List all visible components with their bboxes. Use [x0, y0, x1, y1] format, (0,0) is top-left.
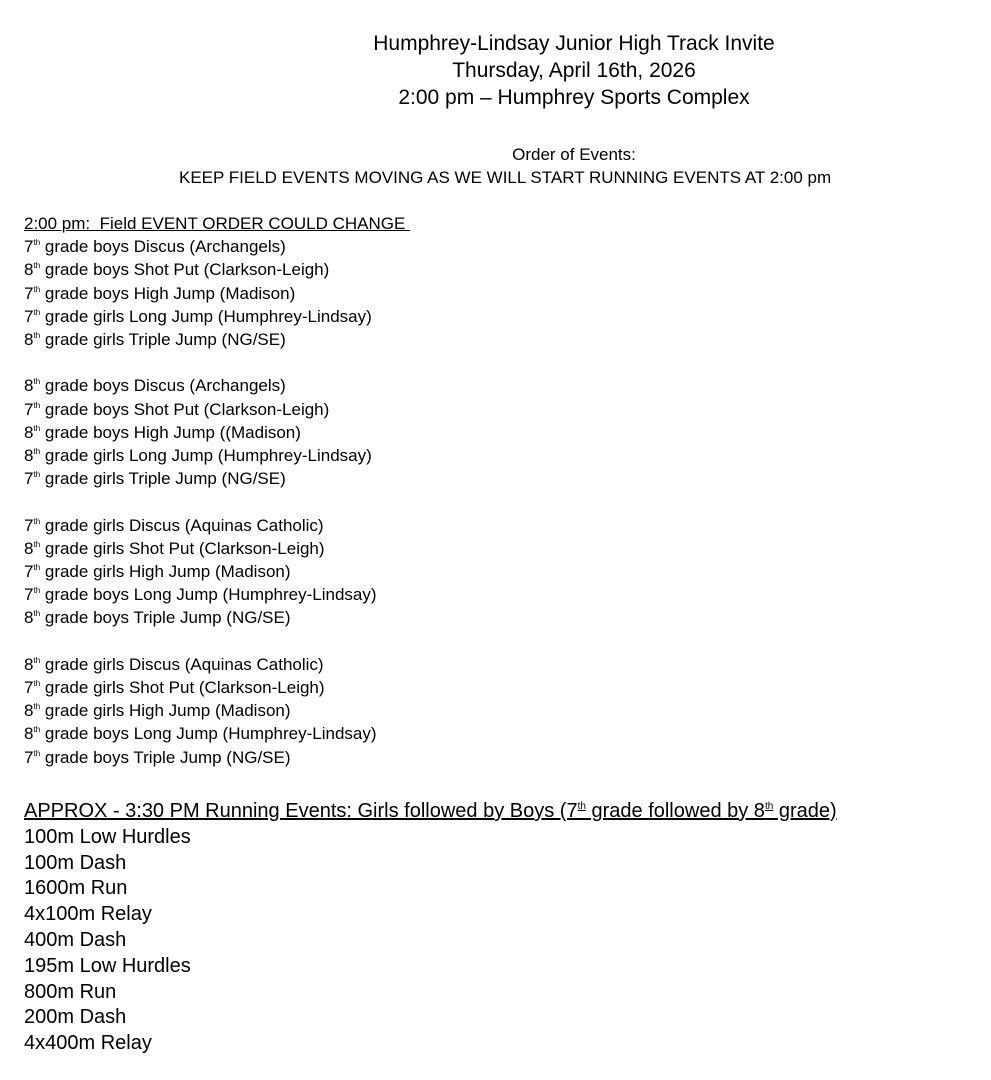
event-description: grade girls Discus (Aquinas Catholic) — [40, 515, 324, 535]
field-event-item — [24, 467, 410, 490]
grade-ordinal: th — [33, 400, 41, 410]
event-description: grade boys Triple Jump (NG/SE) — [40, 608, 291, 628]
document-header — [0, 30, 991, 111]
grade-ordinal: th — [33, 539, 41, 549]
field-event-item — [24, 653, 410, 676]
field-event-item — [24, 676, 410, 699]
running-event-item: 100m Low Hurdles — [24, 825, 191, 848]
event-description: grade boys Discus (Archangels) — [40, 376, 286, 396]
meet-time-location: 2:00 pm – Humphrey Sports Complex — [398, 86, 750, 109]
event-description: grade boys Shot Put (Clarkson-Leigh) — [40, 399, 330, 419]
grade-ordinal: th — [33, 655, 41, 665]
event-description: grade boys Long Jump (Humphrey-Lindsay) — [40, 585, 377, 605]
grade-ordinal: th — [33, 516, 41, 526]
event-description: grade girls Shot Put (Clarkson-Leigh) — [40, 538, 325, 558]
running-events-heading — [24, 799, 837, 825]
field-event-item — [24, 258, 410, 281]
meet-date: Thursday, April 16th, 2026 — [452, 59, 696, 82]
grade-ordinal: th — [33, 586, 41, 596]
running-events-section — [24, 799, 837, 1057]
field-event-item — [24, 398, 410, 421]
field-event-item — [24, 722, 410, 745]
grade-number: 8 — [24, 654, 34, 674]
grade-number: 8 — [24, 376, 34, 396]
event-description: grade boys High Jump ((Madison) — [40, 422, 301, 442]
grade-number: 7 — [24, 237, 34, 257]
grade-ordinal: th — [33, 702, 41, 712]
grade-ordinal: th — [33, 679, 41, 689]
running-heading-part3: grade) — [773, 800, 837, 822]
grade-number: 8 — [24, 260, 34, 280]
field-event-item — [24, 305, 410, 328]
event-description: grade boys Triple Jump (NG/SE) — [40, 747, 291, 767]
grade-number: 7 — [24, 399, 34, 419]
field-event-item — [24, 328, 410, 351]
field-event-block — [24, 235, 410, 351]
grade-ordinal: th — [33, 423, 41, 433]
field-event-item — [24, 606, 410, 629]
event-description: grade boys Discus (Archangels) — [40, 237, 286, 257]
running-events-list — [24, 825, 837, 1057]
grade-number: 7 — [24, 469, 34, 489]
running-heading-ordinal-2: th — [764, 801, 774, 812]
event-description: grade boys Shot Put (Clarkson-Leigh) — [40, 260, 330, 280]
running-event-item: 400m Dash — [24, 928, 127, 951]
grade-ordinal: th — [33, 725, 41, 735]
grade-number: 7 — [24, 562, 34, 582]
event-description: grade girls Discus (Aquinas Catholic) — [40, 654, 324, 674]
grade-number: 8 — [24, 422, 34, 442]
running-heading-part1: APPROX - 3:30 PM Running Events: Girls followed by Boys (7 — [24, 800, 578, 822]
grade-number: 8 — [24, 446, 34, 466]
event-description: grade girls Shot Put (Clarkson-Leigh) — [40, 678, 325, 698]
grade-ordinal: th — [33, 609, 41, 619]
field-event-item — [24, 699, 410, 722]
running-event-item: 195m Low Hurdles — [24, 954, 191, 977]
running-event-item: 4x100m Relay — [24, 903, 152, 926]
meet-title: Humphrey-Lindsay Junior High Track Invite — [373, 32, 775, 55]
grade-ordinal: th — [33, 470, 41, 480]
grade-ordinal: th — [33, 238, 41, 248]
grade-number: 8 — [24, 330, 34, 350]
field-event-item — [24, 421, 410, 444]
grade-number: 7 — [24, 283, 34, 303]
grade-ordinal: th — [33, 307, 41, 317]
grade-number: 8 — [24, 701, 34, 721]
grade-number: 8 — [24, 538, 34, 558]
field-event-item — [24, 746, 410, 769]
field-events-heading: 2:00 pm: Field EVENT ORDER COULD CHANGE — [24, 214, 411, 233]
running-event-item: 4x400m Relay — [24, 1032, 152, 1055]
field-event-block — [24, 653, 410, 769]
event-description: grade girls Triple Jump (NG/SE) — [40, 469, 286, 489]
grade-ordinal: th — [33, 261, 41, 271]
running-heading-part2: grade followed by 8 — [585, 800, 765, 822]
event-description: grade girls High Jump (Madison) — [40, 562, 291, 582]
event-description: grade girls Long Jump (Humphrey-Lindsay) — [40, 446, 372, 466]
grade-number: 7 — [24, 306, 34, 326]
field-event-blocks — [24, 235, 410, 769]
field-event-item — [24, 235, 410, 258]
grade-ordinal: th — [33, 284, 41, 294]
field-event-item — [24, 374, 410, 397]
running-event-item: 1600m Run — [24, 877, 128, 900]
grade-number: 7 — [24, 678, 34, 698]
grade-ordinal: th — [33, 748, 41, 758]
field-event-item — [24, 583, 410, 606]
field-event-item — [24, 444, 410, 467]
field-event-item — [24, 537, 410, 560]
grade-ordinal: th — [33, 377, 41, 387]
grade-ordinal: th — [33, 331, 41, 341]
field-event-item — [24, 514, 410, 537]
event-description: grade girls High Jump (Madison) — [40, 701, 291, 721]
running-heading-ordinal-1: th — [577, 801, 586, 812]
order-of-events-label: Order of Events: — [512, 145, 636, 164]
grade-number: 7 — [24, 515, 34, 535]
field-event-block — [24, 374, 410, 490]
grade-ordinal: th — [33, 563, 41, 573]
event-description: grade girls Long Jump (Humphrey-Lindsay) — [40, 306, 372, 326]
field-events-notice: KEEP FIELD EVENTS MOVING AS WE WILL START RUNNING EVENTS AT 2:00 pm — [179, 168, 832, 187]
grade-number: 8 — [24, 608, 34, 628]
field-events-section — [24, 212, 410, 792]
grade-number: 7 — [24, 585, 34, 605]
field-event-block — [24, 514, 410, 630]
running-event-item: 200m Dash — [24, 1006, 127, 1029]
grade-number: 8 — [24, 724, 34, 744]
grade-number: 7 — [24, 747, 34, 767]
grade-ordinal: th — [33, 447, 41, 457]
field-event-item — [24, 282, 410, 305]
event-description: grade girls Triple Jump (NG/SE) — [40, 330, 286, 350]
running-event-item: 100m Dash — [24, 851, 127, 874]
field-event-item — [24, 560, 410, 583]
event-description: grade boys Long Jump (Humphrey-Lindsay) — [40, 724, 377, 744]
running-event-item: 800m Run — [24, 980, 117, 1003]
event-description: grade boys High Jump (Madison) — [40, 283, 296, 303]
